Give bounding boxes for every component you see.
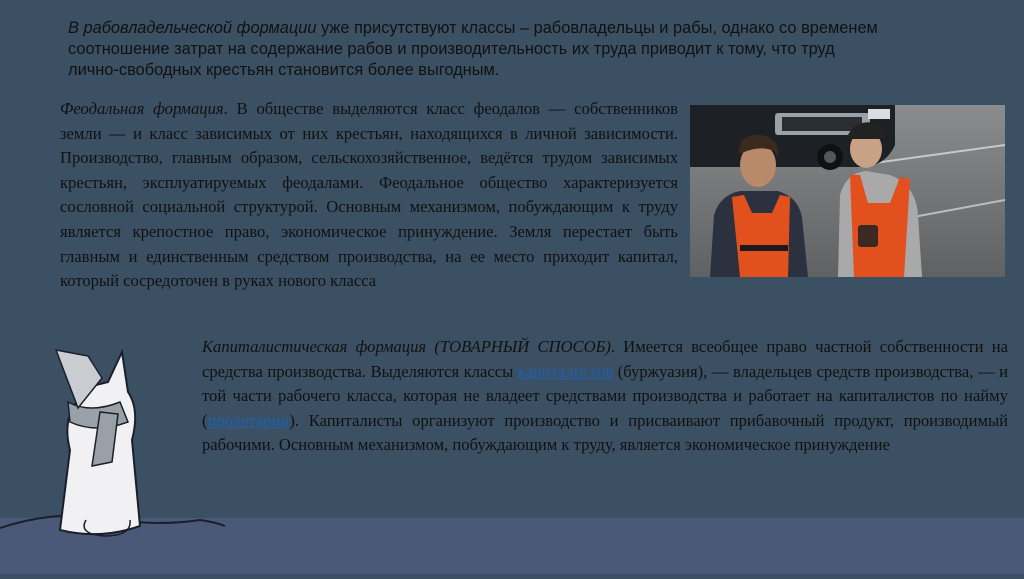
paragraph-body: [164, 335, 1008, 458]
paragraph-text: ). Капиталисты организуют производство и присваивают прибавочный продукт, производимый рабочими. Основным механизмом, побуждающим к труду, является экономическое принуждение: [202, 410, 1008, 455]
term-feudal-formation: Феодальная формация: [60, 99, 224, 118]
paragraph-text: уже присутствуют классы – рабовладельцы и рабы, однако со временем соотношение затрат на содержание рабов и производительность их труда приводит к тому, что труд лично-свободных крестьян становится более выгодным.: [68, 19, 878, 79]
term-capitalist-formation: Капиталистическая формация (ТОВАРНЫЙ СПОСОБ): [202, 337, 611, 356]
paragraph-text: . В обществе выделяются класс феодалов — собственников земли — и класс зависимых от них крестьян, находящихся в личной зависимости. Производство, главным образом, сельскохозяйственное, ведётся трудом зависимых крестьян, эксплуатируемых феодалами. Феодальное общество характеризуется сословной социальной структурой. Основным механизмом, побуждающим к труду является крепостное право, экономическое принуждение. Земля перестает быть главным и единственным средством производства, на ее место приходит капитал, который сосредоточен в руках нового класса: [60, 99, 678, 291]
workers-photo: [690, 105, 1005, 277]
paragraph-feudal-formation: [22, 97, 678, 294]
paragraph-body: [22, 97, 678, 294]
paragraph-slave-formation: [8, 18, 888, 81]
paragraph-text: . Имеется всеобщее право частной собственности на средства производства. Выделяются классы: [202, 337, 1008, 381]
paragraph-body: [8, 18, 888, 81]
paragraph-capitalist-formation: [164, 335, 1008, 458]
link-capitalists[interactable]: капиталистов: [517, 361, 614, 381]
term-slave-formation: В рабовладельческой формации: [68, 19, 317, 37]
link-proletarians[interactable]: пролетарии: [207, 410, 290, 430]
paragraph-text: (буржуазия), — владельцев средств производства, — и той части рабочего класса, которая не владеет средствами производства и работает на капиталистов по найму (: [202, 361, 1008, 430]
